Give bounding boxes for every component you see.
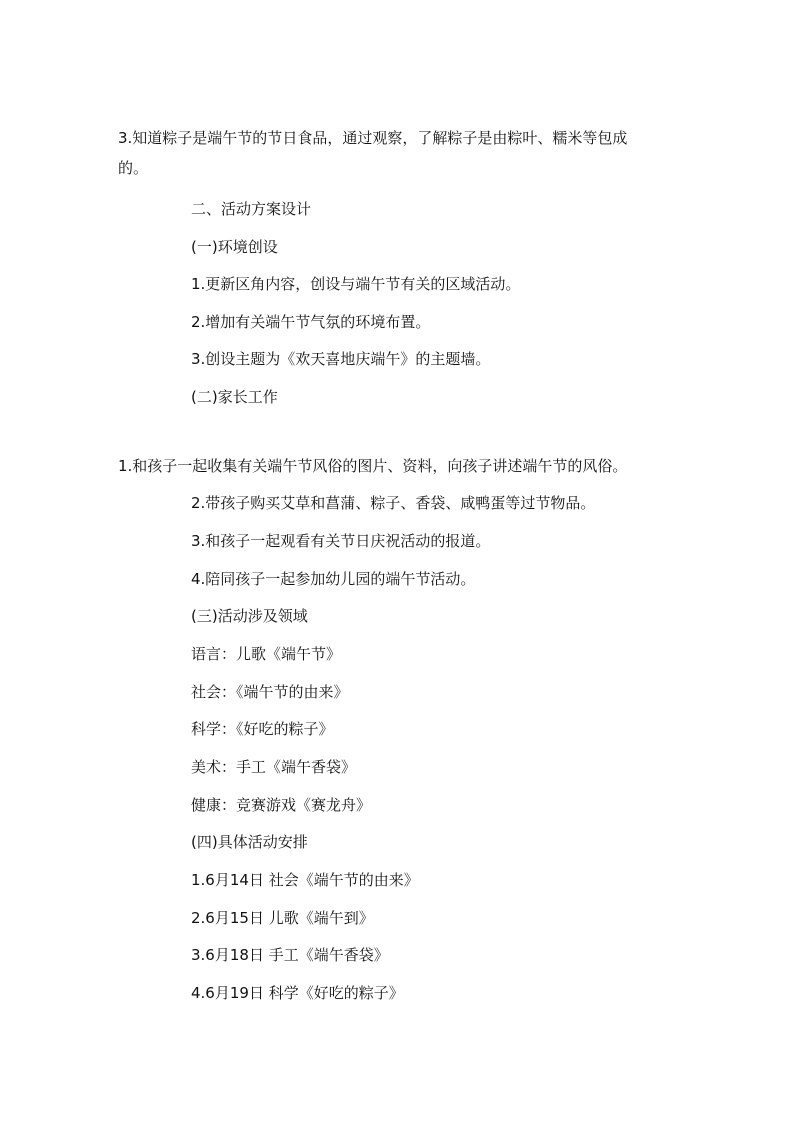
subheading-parents-work: (二)家长工作: [191, 388, 278, 406]
list-item: 1.6月14日 社会《端午节的由来》: [191, 871, 419, 889]
list-item: 科学：《好吃的粽子》: [191, 720, 334, 738]
paragraph-goal-3-line-1: 3.知道粽子是端午节的节日食品，通过观察，了解粽子是由粽叶、糯米等包成: [118, 129, 628, 147]
list-item: 3.6月18日 手工《端午香袋》: [191, 946, 389, 964]
subheading-activity-domains: (三)活动涉及领域: [191, 607, 308, 625]
list-item: 2.增加有关端午节气氛的环境布置。: [191, 313, 431, 331]
list-item: 3.创设主题为《欢天喜地庆端午》的主题墙。: [191, 350, 491, 368]
list-item: 1.和孩子一起收集有关端午节风俗的图片、资料，向孩子讲述端午节的风俗。: [118, 457, 628, 475]
paragraph-goal-3-line-2: 的。: [118, 159, 149, 177]
list-item: 3.和孩子一起观看有关节日庆祝活动的报道。: [191, 532, 491, 550]
section-heading-activity-design: 二、活动方案设计: [191, 200, 312, 218]
list-item: 2.6月15日 儿歌《端午到》: [191, 909, 374, 927]
list-item: 1.更新区角内容，创设与端午节有关的区域活动。: [191, 275, 521, 293]
list-item: 美术：手工《端午香袋》: [191, 758, 357, 776]
list-item: 4.6月19日 科学《好吃的粽子》: [191, 984, 404, 1002]
subheading-schedule: (四)具体活动安排: [191, 833, 308, 851]
list-item: 2.带孩子购买艾草和菖蒲、粽子、香袋、咸鸭蛋等过节物品。: [191, 494, 596, 512]
list-item: 社会：《端午节的由来》: [191, 683, 349, 701]
list-item: 4.陪同孩子一起参加幼儿园的端午节活动。: [191, 570, 476, 588]
list-item: 健康：竞赛游戏《赛龙舟》: [191, 796, 372, 814]
subheading-environment: (一)环境创设: [191, 238, 278, 256]
list-item: 语言：儿歌《端午节》: [191, 645, 342, 663]
